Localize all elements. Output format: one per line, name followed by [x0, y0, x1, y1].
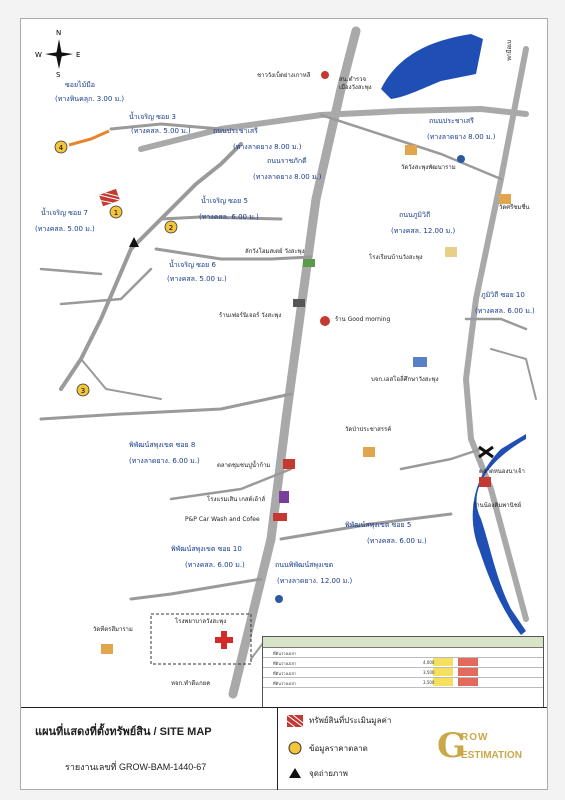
table-header	[263, 637, 543, 648]
icon-hotel	[279, 491, 289, 503]
icon-wat2	[499, 194, 511, 204]
place-tenant: หจก.ทำดีแกยค	[171, 680, 211, 687]
compass-s: S	[56, 71, 61, 79]
label-namchareon6-sub: (ทางคสล. 5.00 ม.)	[167, 275, 227, 283]
label-phiphat10: พิพัฒน์สพุงเขต ซอย 10	[171, 545, 242, 553]
place-wat-wangsaphung: วัดวังสะพุงพัฒนาราม	[401, 164, 456, 171]
label-ratphakdi: ถนนราชภักดี	[267, 157, 307, 165]
map-title: แผนที่แสดงที่ตั้งทรัพย์สิน / SITE MAP	[35, 726, 212, 738]
place-school: โรงเรียนบ้านวังสะพุง	[369, 254, 423, 261]
label-phumiwithi10: ภูมิวิถี ซอย 10	[481, 291, 525, 299]
icon-home	[303, 259, 315, 267]
label-namchareon7: น้ำเจริญ ซอย 7	[41, 209, 88, 217]
place-salawang: ลักวังโฮมสเตย์ วังสะพุง	[245, 248, 305, 255]
place-chaowang: ชาววังเบ็ดย่างเกาหลี	[257, 72, 311, 79]
place-market2: ตลาดหนองนาเจ้า	[479, 468, 525, 475]
road-misc-3	[401, 449, 481, 469]
pin-police	[457, 155, 465, 163]
place-bottom-right: หกมีอเม	[506, 39, 513, 61]
icon-wat1	[405, 145, 417, 155]
icon-wat4	[101, 644, 113, 654]
compass-e: E	[76, 51, 81, 59]
label-prachasrit-r-sub: (ทางลาดยาง 8.00 ม.)	[427, 133, 496, 141]
pin-good-morning	[320, 316, 330, 326]
compass-n: N	[56, 29, 62, 37]
icon-market	[283, 459, 295, 469]
legend-market: ข้อมูลราคาตลาด	[287, 740, 368, 756]
label-soi-maimue-sub: (ทางหินคลุก. 3.00 ม.)	[55, 95, 125, 103]
svg-text:4: 4	[58, 144, 64, 152]
label-prachasrit: ถนนประชาเสรี	[213, 127, 258, 135]
property-parcel	[99, 189, 120, 206]
label-phiphat10-sub: (ทางคสล. 6.00 ม.)	[185, 561, 245, 569]
icon-company	[413, 357, 427, 367]
road-misc-1	[41, 269, 101, 274]
table-row: ที่ดินว่างเปล่า 3,500	[263, 668, 543, 678]
label-namchareon3: น้ำเจริญ ซอย 3	[129, 113, 176, 121]
title-box	[21, 708, 278, 790]
label-phumiwithi: ถนนภูมิวิถี	[399, 211, 431, 219]
place-carwash: P&P Car Wash and Cofee	[185, 516, 260, 523]
place-rongraem: โรงแรมเสิน เกสต์เฮ้าส์	[207, 496, 266, 503]
label-prachasrit-r: ถนนประชาเสรี	[429, 117, 474, 125]
place-wat-pa: วัดป่าประชาสรรค์	[345, 426, 392, 433]
label-prachasrit-sub: (ทางลาดยาง 8.00 ม.)	[233, 143, 302, 151]
icon-wat3	[363, 447, 375, 457]
table-row: ที่ดินว่างเปล่า 3,500	[263, 678, 543, 688]
site-map-canvas[interactable]	[21, 19, 547, 707]
report-number: รายงานเลขที่ GROW-BAM-1440-67	[65, 762, 207, 772]
site-map-page	[20, 18, 548, 790]
label-phumiwithi-sub: (ทางคสล. 12.00 ม.)	[391, 227, 456, 235]
road-soi8	[41, 394, 291, 419]
place-furniture: ร้านเฟอร์นิเจอร์ วังสะพุง	[219, 312, 282, 319]
market-marker-3	[77, 384, 89, 396]
label-phiphat8-sub: (ทางลาดยาง. 6.00 ม.)	[129, 457, 200, 465]
road-left-south	[61, 249, 131, 389]
market-marker-4	[55, 141, 67, 153]
place-police: สน.ตำรวจ	[339, 76, 367, 83]
svg-text:2: 2	[168, 224, 174, 232]
road-soi10	[131, 579, 261, 599]
svg-text:3: 3	[80, 387, 86, 395]
label-soi-maimue: ซอยไม้มือ	[65, 81, 96, 89]
label-namchareon3-sub: (ทางคสล. 5.00 ม.)	[131, 127, 191, 135]
table-row: ที่ดินว่างเปล่า	[263, 648, 543, 658]
label-namchareon5-sub: (ทางคสล. 6.00 ม.)	[199, 213, 259, 221]
label-phiphat-main-sub: (ทางลาดยาง. 12.00 ม.)	[277, 577, 353, 585]
label-namchareon7-sub: (ทางคสล. 5.00 ม.)	[35, 225, 95, 233]
compass-rose	[35, 29, 80, 79]
label-namchareon5: น้ำเจริญ ซอย 5	[201, 197, 248, 205]
place-wat-sithong: วัดทีตรสีมาราม	[93, 626, 133, 633]
table-row: ที่ดินว่างเปล่า 4,000	[263, 658, 543, 668]
market-legend-icon	[287, 740, 303, 756]
svg-text:1: 1	[113, 209, 119, 217]
place-market: ตลาดชุมชนปูน้ำก้าม	[217, 462, 271, 469]
place-hospital: โรงพยาบาลวังสะพุง	[175, 618, 227, 625]
label-phiphat8: พิพัฒน์สพุงเขต ซอย 8	[129, 441, 196, 449]
label-phumiwithi10-sub: (ทางคสล. 6.00 ม.)	[475, 307, 535, 315]
map-legend	[283, 712, 433, 790]
icon-furniture	[293, 299, 305, 307]
hospital-cross-h	[215, 637, 233, 643]
market-marker-1	[110, 206, 122, 218]
road-misc-4	[491, 349, 536, 399]
bridge	[479, 447, 493, 457]
legend-property: ทรัพย์สินที่ประเมินมูลค่า	[287, 714, 391, 727]
place-police2: เมืองวังสะพุง	[339, 84, 372, 91]
road-misc-6	[81, 359, 161, 399]
market-data-table	[262, 636, 544, 708]
compass-w: W	[35, 51, 42, 59]
camera-triangle-icon	[287, 766, 303, 780]
property-legend-icon	[287, 715, 303, 727]
label-phiphat5: พิพัฒน์สพุงเขต ซอย 5	[345, 521, 412, 529]
place-company: บจก.เอสโอลี่ศึกษาวังสะพุง	[371, 376, 439, 383]
road-soi-maimue	[69, 131, 109, 145]
grow-estimation-logo: G ROW ESTIMATION	[437, 726, 522, 766]
label-namchareon6: น้ำเจริญ ซอย 6	[169, 261, 216, 269]
pin-chaowang	[321, 71, 329, 79]
road-misc-2	[61, 269, 151, 304]
pin-gas	[275, 595, 283, 603]
icon-car	[273, 513, 287, 521]
label-ratphakdi-sub: (ทางลาดยาง 8.00 ม.)	[253, 173, 322, 181]
reservoir	[381, 34, 483, 99]
label-phiphat-main: ถนนพิพัฒน์สพุงเขต	[275, 561, 334, 569]
icon-school	[445, 247, 457, 257]
map-footer	[21, 707, 547, 790]
icon-market2	[479, 477, 491, 487]
place-shop2: ร้านน้องคิมพานิชย์	[473, 502, 522, 509]
market-marker-2	[165, 221, 177, 233]
label-phiphat5-sub: (ทางคสล. 6.00 ม.)	[367, 537, 427, 545]
place-wat-sisuen: วัดศรีชมชื่น	[499, 204, 530, 211]
place-good-morning: ร้าน Good morning	[335, 316, 391, 323]
legend-photo: จุดถ่ายภาพ	[287, 766, 348, 780]
